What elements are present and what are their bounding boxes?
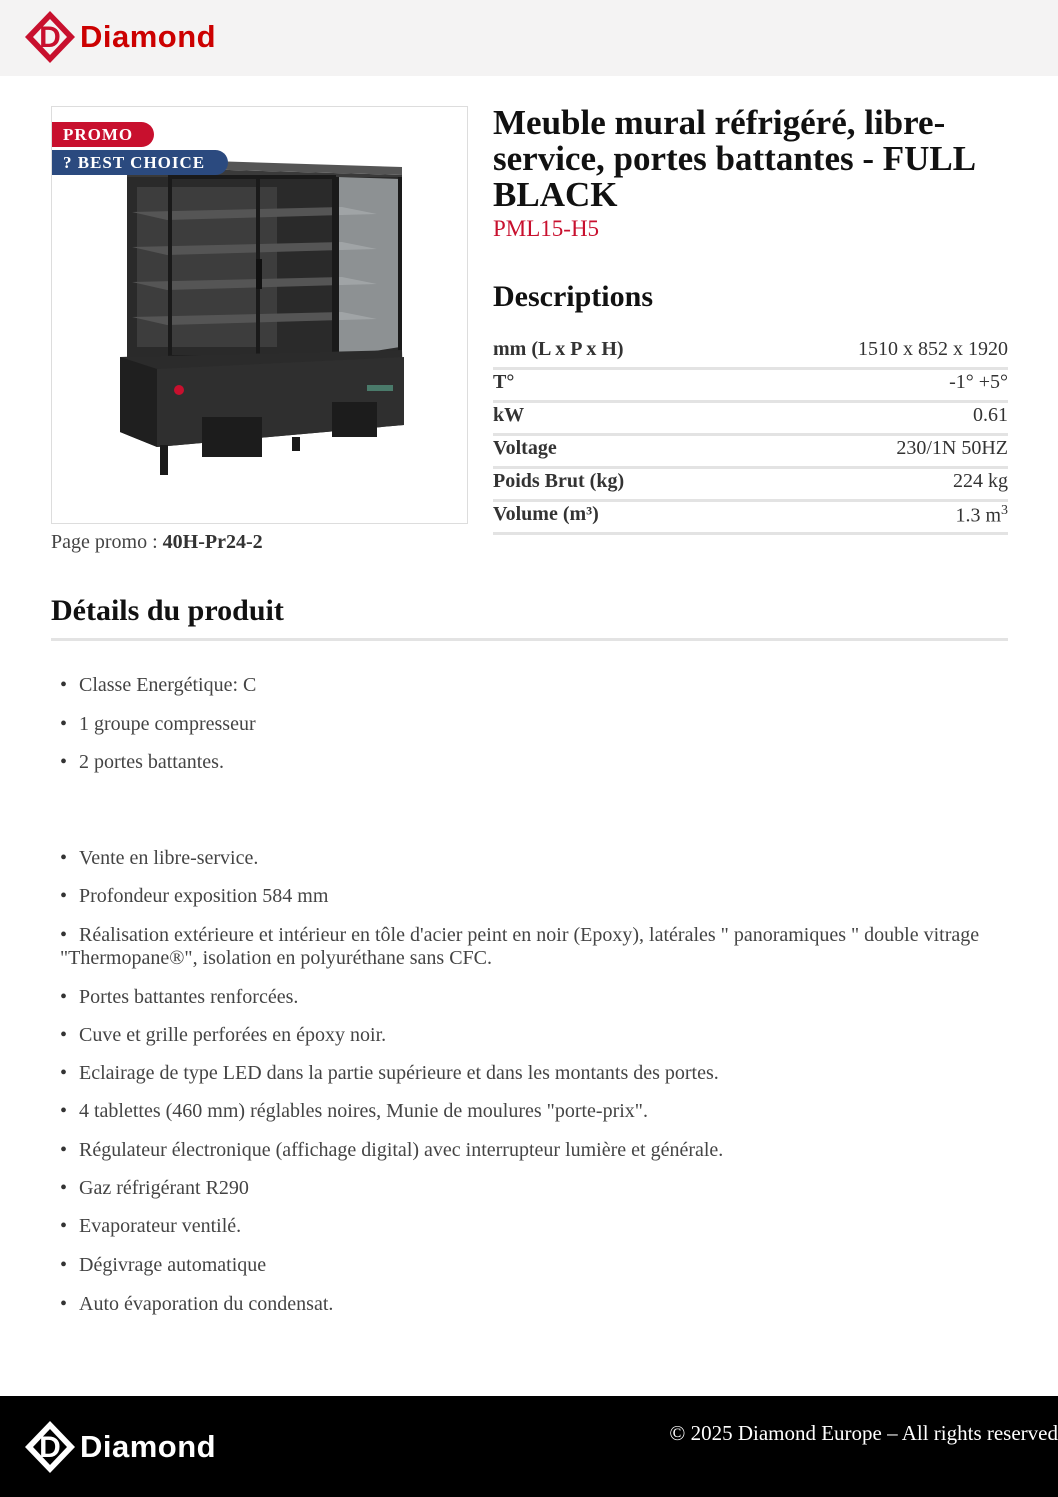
feature-item: • Portes battantes renforcées.: [60, 986, 1005, 1009]
spec-key: Volume (m³): [493, 503, 599, 525]
brand-logo: [24, 10, 216, 64]
feature-item: • Dégivrage automatique: [60, 1254, 1005, 1277]
brand-wordmark: Diamond: [80, 19, 217, 54]
details-divider: [51, 638, 1008, 641]
spec-key: T°: [493, 371, 515, 393]
spec-key: Voltage: [493, 437, 557, 459]
spec-row: [493, 367, 1008, 403]
promo-code: 40H-Pr24-2: [162, 531, 263, 553]
feature-item: • 4 tablettes (460 mm) réglables noires, Munie de moulures "porte-prix".: [60, 1100, 1005, 1123]
spec-value-exponent: 3: [1001, 503, 1008, 518]
spec-value: [955, 503, 1008, 528]
spec-row: [493, 334, 1008, 370]
feature-item: • Eclairage de type LED dans la partie supérieure et dans les montants des portes.: [60, 1062, 1005, 1085]
feature-item: • 2 portes battantes.: [60, 751, 1005, 774]
diamond-logo-icon: [24, 1420, 76, 1474]
feature-item: • Evaporateur ventilé.: [60, 1215, 1005, 1238]
spec-value: 230/1N 50HZ: [896, 437, 1008, 459]
promo-page-reference: [51, 531, 263, 554]
spec-value: -1° +5°: [949, 371, 1008, 393]
best-choice-badge: ? BEST CHOICE: [52, 150, 228, 175]
feature-item: • Régulateur électronique (affichage digital) avec interrupteur lumière et générale.: [60, 1139, 1005, 1162]
spec-row: [493, 466, 1008, 502]
feature-item: • Réalisation extérieure et intérieur en tôle d'acier peint en noir (Epoxy), latérales " panoramiques " double vitrage "Thermopane®", isolation en polyuréthane sans CFC.: [60, 924, 1005, 970]
promo-badge: PROMO: [52, 122, 154, 147]
spec-key: kW: [493, 404, 525, 426]
copyright-text: © 2025 Diamond Europe – All rights reserved: [669, 1421, 1058, 1445]
descriptions-heading: Descriptions: [493, 280, 653, 313]
svg-text:D: D: [39, 1431, 61, 1464]
spec-key: mm (L x P x H): [493, 338, 624, 360]
footer-brand-wordmark: Diamond: [80, 1429, 217, 1464]
details-heading: Détails du produit: [51, 594, 284, 627]
spec-row: [493, 400, 1008, 436]
page-header: [0, 0, 1058, 76]
feature-item: • Classe Energétique: C: [60, 674, 1005, 697]
product-reference: PML15-H5: [493, 216, 600, 241]
spec-value: 224 kg: [953, 470, 1008, 492]
spec-value: 0.61: [973, 404, 1008, 426]
feature-item: • Auto évaporation du condensat.: [60, 1293, 1005, 1316]
svg-text:D: D: [39, 21, 61, 54]
spec-row: [493, 499, 1008, 535]
promo-label: Page promo :: [51, 531, 163, 553]
feature-item: • Gaz réfrigérant R290: [60, 1177, 1005, 1200]
feature-item: • 1 groupe compresseur: [60, 713, 1005, 736]
diamond-logo-icon: [24, 10, 76, 64]
spec-key: Poids Brut (kg): [493, 470, 625, 492]
feature-item: • Vente en libre-service.: [60, 847, 1005, 870]
spec-value: 1510 x 852 x 1920: [858, 338, 1008, 360]
feature-item: • Cuve et grille perforées en époxy noir.: [60, 1024, 1005, 1047]
feature-item: • Profondeur exposition 584 mm: [60, 885, 1005, 908]
product-title: Meuble mural réfrigéré, libre-service, portes battantes - FULL BLACK: [493, 103, 975, 214]
footer-brand-logo: [24, 1420, 216, 1474]
spec-value-text: 1.3 m: [955, 504, 1001, 527]
spec-row: [493, 433, 1008, 469]
